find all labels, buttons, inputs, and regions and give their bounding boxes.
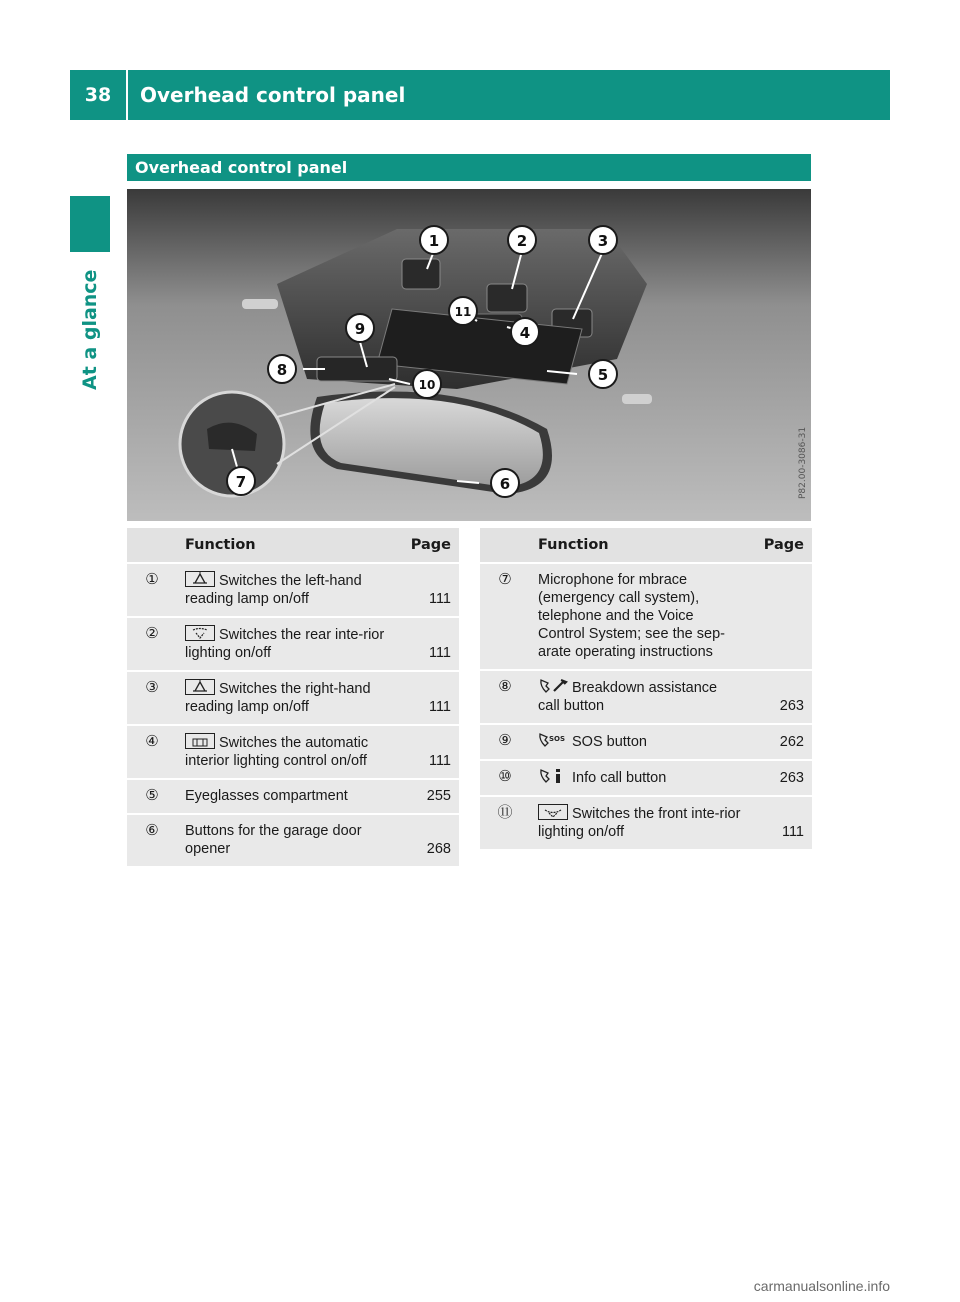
row-function-text: Breakdown assistance call button <box>538 680 718 714</box>
callout-6: 6 <box>499 475 511 493</box>
row-page: 111 <box>397 563 459 617</box>
row-number: ⑥ <box>127 814 177 867</box>
row-function-text: Microphone for mbrace (emergency call system), telephone and the Voice Control System; see the sep-arate operating instructions <box>538 572 725 660</box>
table-row <box>127 814 459 867</box>
callout-2: 2 <box>516 232 528 250</box>
callout-11: 11 <box>454 305 472 319</box>
auto-interior-light-icon <box>185 733 215 749</box>
row-page: 263 <box>750 670 812 724</box>
breakdown-call-icon <box>538 678 568 694</box>
row-number: ⑨ <box>480 724 530 760</box>
table-row <box>480 724 812 760</box>
callout-3: 3 <box>597 232 609 250</box>
row-function-text: Switches the left-hand reading lamp on/off <box>185 573 362 607</box>
info-call-icon <box>538 768 568 784</box>
row-number: ⑩ <box>480 760 530 796</box>
header-number <box>127 528 177 563</box>
page-header <box>70 70 890 120</box>
table-row <box>480 760 812 796</box>
row-function-text: Buttons for the garage door opener <box>185 823 362 857</box>
row-function <box>177 779 397 814</box>
row-number: ① <box>127 563 177 617</box>
row-function <box>530 796 750 850</box>
callout-8: 8 <box>276 361 288 379</box>
callout-4: 4 <box>519 324 531 342</box>
table-row <box>127 563 459 617</box>
header-number <box>480 528 530 563</box>
row-page: 268 <box>397 814 459 867</box>
table-row <box>127 671 459 725</box>
row-function <box>177 617 397 671</box>
header-function: Function <box>530 528 750 563</box>
table-row <box>480 563 812 670</box>
row-number: ⑪ <box>480 796 530 850</box>
footer-watermark: carmanualsonline.info <box>753 1278 890 1294</box>
row-page: 255 <box>397 779 459 814</box>
side-tab-label: At a glance <box>79 269 101 390</box>
callout-7: 7 <box>235 473 247 491</box>
row-page: 111 <box>397 671 459 725</box>
header-page: Page <box>750 528 812 563</box>
page-number: 38 <box>84 84 112 106</box>
function-table-right <box>480 528 812 851</box>
row-function <box>530 670 750 724</box>
row-function <box>530 563 750 670</box>
row-function-text: SOS button <box>572 734 647 750</box>
row-function <box>177 671 397 725</box>
figure-image-code: P82.00-3086-31 <box>798 426 808 499</box>
table-row <box>127 617 459 671</box>
function-table-left <box>127 528 459 868</box>
rear-interior-light-icon <box>185 625 215 641</box>
sos-call-icon <box>538 732 568 748</box>
row-function-text: Switches the automatic interior lighting control on/off <box>185 735 369 769</box>
row-page: 263 <box>750 760 812 796</box>
table-header-row <box>480 528 812 563</box>
overhead-panel-figure <box>127 189 811 521</box>
row-function-text: Switches the rear inte-rior lighting on/off <box>185 627 385 661</box>
reading-lamp-icon <box>185 679 215 695</box>
row-number: ② <box>127 617 177 671</box>
callout-9: 9 <box>354 320 366 338</box>
header-page: Page <box>397 528 459 563</box>
row-page: 262 <box>750 724 812 760</box>
row-function <box>177 725 397 779</box>
section-title: Overhead control panel <box>127 154 811 181</box>
row-number: ③ <box>127 671 177 725</box>
row-function-text: Switches the front inte-rior lighting on/off <box>538 806 741 840</box>
row-function-text: Info call button <box>572 770 667 786</box>
row-function-text: Eyeglasses compartment <box>185 788 348 804</box>
row-function <box>177 563 397 617</box>
row-function <box>530 724 750 760</box>
row-number: ⑤ <box>127 779 177 814</box>
header-title: Overhead control panel <box>140 83 406 107</box>
row-function-text: Switches the right-hand reading lamp on/off <box>185 681 371 715</box>
callout-10: 10 <box>418 378 436 392</box>
side-tab-marker <box>70 196 110 252</box>
callout-5: 5 <box>597 366 609 384</box>
callout-1: 1 <box>428 232 440 250</box>
table-row <box>127 725 459 779</box>
row-page: 111 <box>397 617 459 671</box>
table-row <box>127 779 459 814</box>
row-function <box>530 760 750 796</box>
row-number: ⑦ <box>480 563 530 670</box>
front-interior-light-icon <box>538 804 568 820</box>
row-number: ⑧ <box>480 670 530 724</box>
row-page: 111 <box>750 796 812 850</box>
row-page: 111 <box>397 725 459 779</box>
table-row <box>480 670 812 724</box>
reading-lamp-icon <box>185 571 215 587</box>
svg-text:SOS: SOS <box>549 735 566 743</box>
row-function <box>177 814 397 867</box>
row-page <box>750 563 812 670</box>
row-number: ④ <box>127 725 177 779</box>
table-row <box>480 796 812 850</box>
table-header-row <box>127 528 459 563</box>
header-function: Function <box>177 528 397 563</box>
